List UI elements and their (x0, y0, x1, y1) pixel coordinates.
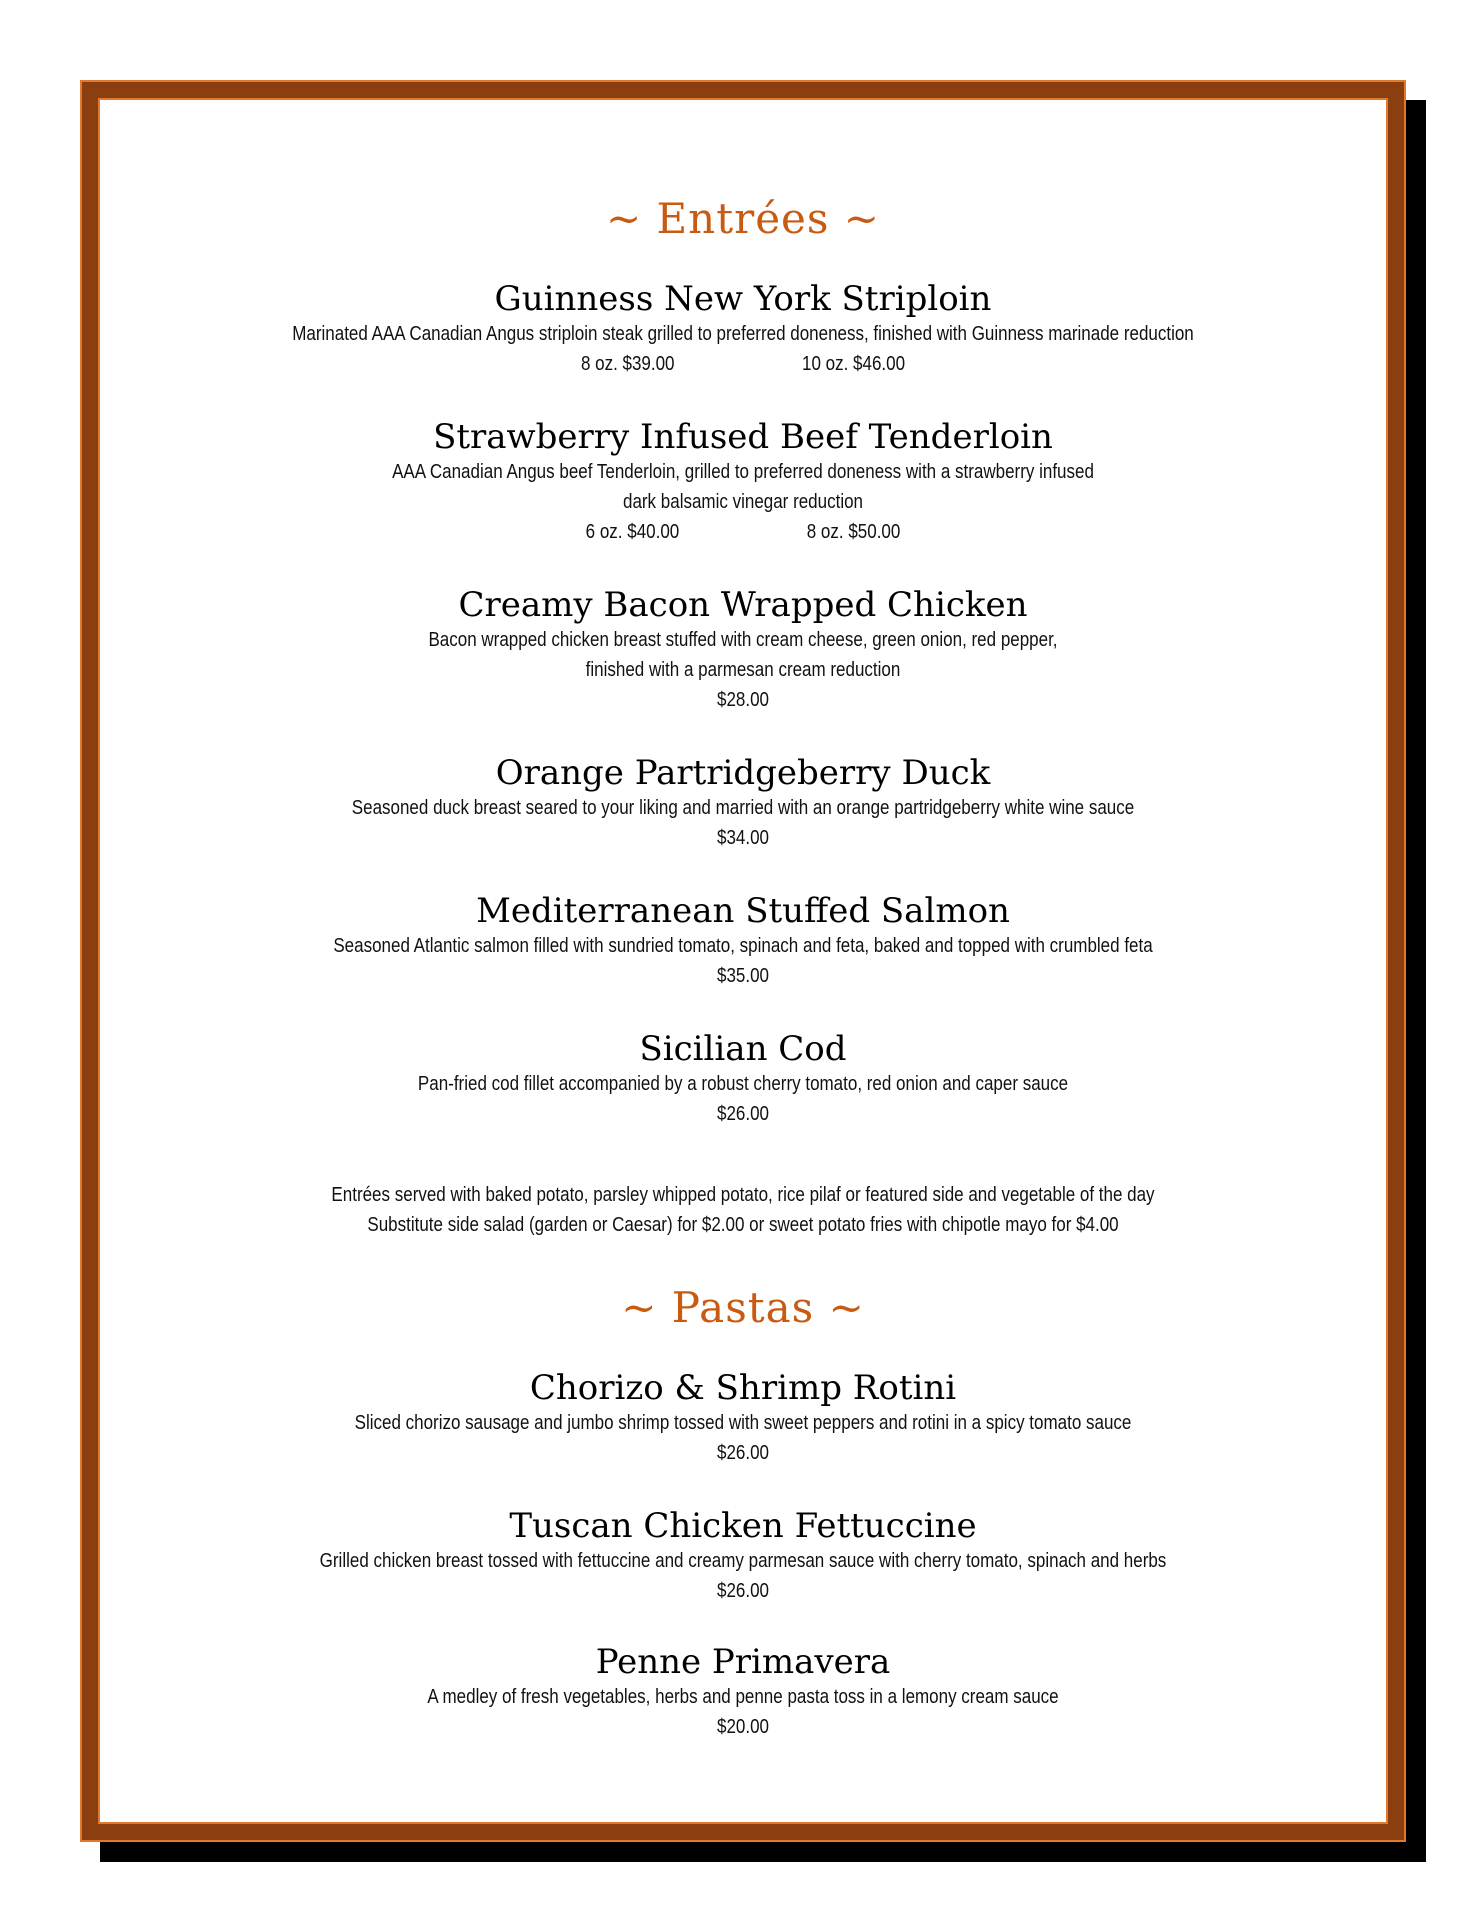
menu-item-sicilian-cod (98, 1029, 1388, 1129)
item-prices (195, 517, 1292, 547)
item-description: Marinated AAA Canadian Angus striploin steak grilled to preferred doneness, finished with Guinness marinade reduction (292, 323, 1194, 345)
item-price: $20.00 (716, 1716, 769, 1738)
item-name: Strawberry Infused Beef Tenderloin (433, 417, 1053, 457)
item-price: 8 oz. $39.00 (580, 353, 675, 375)
menu-item-chorizo-rotini (98, 1368, 1388, 1468)
item-name: Guinness New York Striploin (494, 279, 992, 319)
item-prices (195, 349, 1292, 379)
item-name: Mediterranean Stuffed Salmon (476, 891, 1010, 931)
item-description: Seasoned Atlantic salmon filled with sundried tomato, spinach and feta, baked and topped with crumbled feta (333, 935, 1153, 957)
item-name: Tuscan Chicken Fettuccine (509, 1506, 977, 1546)
item-price: $26.00 (716, 1103, 769, 1125)
menu-item-stuffed-salmon (98, 891, 1388, 991)
menu-item-strawberry-tenderloin (98, 417, 1388, 547)
item-price: $26.00 (716, 1442, 769, 1464)
item-description: Grilled chicken breast tossed with fettuccine and creamy parmesan sauce with cherry tomato, spinach and herbs (319, 1550, 1167, 1572)
item-price: $34.00 (716, 827, 769, 849)
note-line: Substitute side salad (garden or Caesar) for $2.00 or sweet potato fries with chipotle mayo for $4.00 (367, 1214, 1119, 1236)
item-name: Sicilian Cod (639, 1029, 847, 1069)
item-price: $26.00 (716, 1580, 769, 1602)
item-description: Pan-fried cod fillet accompanied by a robust cherry tomato, red onion and caper sauce (417, 1073, 1069, 1095)
item-description: Seasoned duck breast seared to your liking and married with an orange partridgeberry white wine sauce (351, 797, 1135, 819)
item-price: 6 oz. $40.00 (585, 521, 680, 543)
item-price: 10 oz. $46.00 (802, 353, 906, 375)
entrees-title: ~ Entrées ~ (605, 194, 880, 243)
item-price: $35.00 (716, 965, 769, 987)
entrees-notes (98, 1180, 1388, 1240)
pastas-title: ~ Pastas ~ (621, 1283, 865, 1332)
item-price: $28.00 (716, 689, 769, 711)
menu-item-partridgeberry-duck (98, 753, 1388, 853)
menu-item-tuscan-fettuccine (98, 1506, 1388, 1606)
item-price: 8 oz. $50.00 (806, 521, 901, 543)
item-description: finished with a parmesan cream reduction (585, 659, 901, 681)
item-description: A medley of fresh vegetables, herbs and penne pasta toss in a lemony cream sauce (427, 1686, 1059, 1708)
menu-frame (80, 80, 1406, 1842)
item-name: Penne Primavera (595, 1642, 891, 1682)
menu-item-bacon-chicken (98, 585, 1388, 715)
item-description: Bacon wrapped chicken breast stuffed with cream cheese, green onion, red pepper, (428, 629, 1058, 651)
item-name: Orange Partridgeberry Duck (495, 753, 991, 793)
menu-item-penne-primavera (98, 1642, 1388, 1742)
item-name: Creamy Bacon Wrapped Chicken (458, 585, 1028, 625)
item-name: Chorizo & Shrimp Rotini (529, 1368, 957, 1408)
item-description: AAA Canadian Angus beef Tenderloin, grilled to preferred doneness with a strawberry infused (392, 461, 1094, 483)
menu-item-guinness-striploin (98, 279, 1388, 379)
note-line: Entrées served with baked potato, parsley whipped potato, rice pilaf or featured side and vegetable of the day (331, 1184, 1155, 1206)
item-description: dark balsamic vinegar reduction (622, 491, 864, 513)
item-description: Sliced chorizo sausage and jumbo shrimp tossed with sweet peppers and rotini in a spicy tomato sauce (354, 1412, 1132, 1434)
